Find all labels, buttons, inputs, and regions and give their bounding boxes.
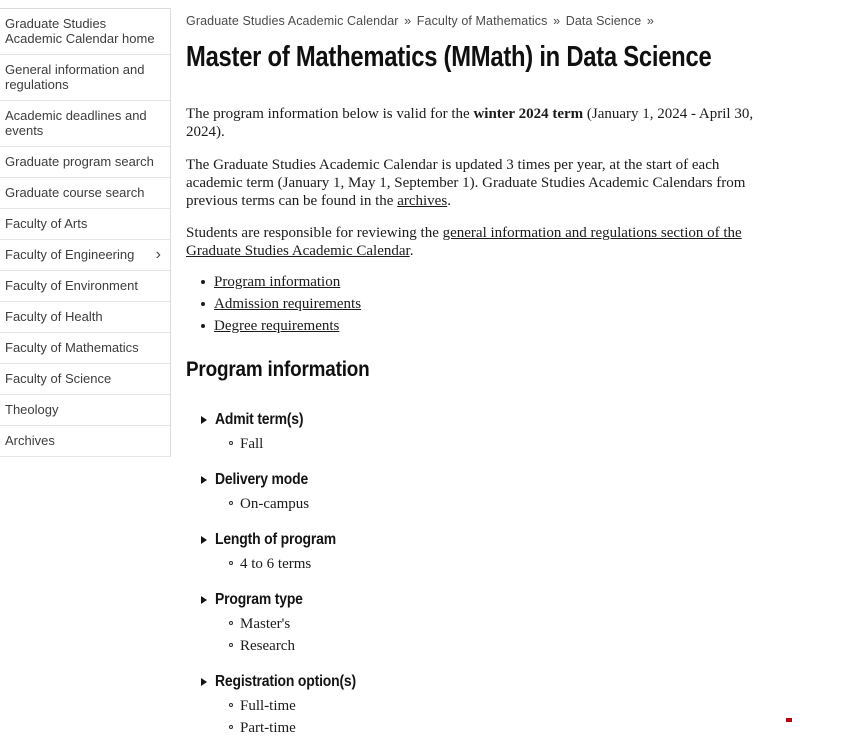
update-schedule-paragraph: The Graduate Studies Academic Calendar is updated 3 times per year, at the start of each academic term (January 1, May 1, September 1). Graduate Studies Academic Calendars from previous terms can be found in the archives. xyxy=(186,157,746,209)
validity-paragraph: The program information below is valid for the winter 2024 term (January 1, 2024 - April 30, 2024). xyxy=(186,106,754,140)
group-length-of-program xyxy=(201,529,827,573)
circle-bullet-icon xyxy=(229,725,233,729)
toc-item xyxy=(201,317,827,335)
group-delivery-mode xyxy=(201,469,827,513)
sidebar-item-label: Faculty of Mathematics xyxy=(5,340,139,355)
circle-bullet-icon xyxy=(229,561,233,565)
breadcrumb-separator: » xyxy=(553,14,561,28)
sidebar-item-academic-deadlines[interactable] xyxy=(0,101,170,147)
toc-link-degree-requirements[interactable]: Degree requirements xyxy=(214,318,340,334)
sidebar-item-label: Graduate program search xyxy=(5,154,154,169)
sidebar-item-faculty-arts[interactable] xyxy=(0,209,170,240)
toc-link-admission-requirements[interactable]: Admission requirements xyxy=(214,296,362,312)
footer-accent-mark xyxy=(786,718,792,722)
bullet-icon xyxy=(201,324,205,328)
archives-link[interactable]: archives xyxy=(397,193,448,209)
group-label: Program type xyxy=(215,591,303,608)
group-admit-terms xyxy=(201,409,827,453)
breadcrumb-separator: » xyxy=(646,14,654,28)
toc-list xyxy=(186,273,827,335)
chevron-right-icon: › xyxy=(155,245,161,263)
triangle-bullet-icon xyxy=(201,596,207,604)
toc-link-program-information[interactable]: Program information xyxy=(214,274,341,290)
breadcrumb-separator: » xyxy=(404,14,412,28)
triangle-bullet-icon xyxy=(201,476,207,484)
sidebar-item-archives[interactable] xyxy=(0,426,170,457)
bullet-icon xyxy=(201,280,205,284)
admit-term-value: Fall xyxy=(229,435,827,453)
breadcrumb-link-data-science[interactable]: Data Science xyxy=(565,14,642,28)
sidebar-item-label: Theology xyxy=(5,402,59,417)
sidebar-item-label: Faculty of Environment xyxy=(5,278,138,293)
sidebar-item-label: Faculty of Arts xyxy=(5,216,88,231)
term-highlight: winter 2024 term xyxy=(473,106,584,122)
toc-item xyxy=(201,295,827,313)
group-label: Admit term(s) xyxy=(215,411,304,428)
responsibility-paragraph: Students are responsible for reviewing the general information and regulations section of the Graduate Studies Academic Calendar. xyxy=(186,225,742,259)
sidebar-item-label: Faculty of Health xyxy=(5,309,103,324)
sidebar-item-label: General information and regulations xyxy=(5,62,145,92)
sidebar-item-label: Archives xyxy=(5,433,55,448)
sidebar-item-faculty-environment[interactable] xyxy=(0,271,170,302)
program-information-list xyxy=(186,409,827,737)
sidebar-item-faculty-engineering[interactable] xyxy=(0,240,170,271)
group-program-type xyxy=(201,589,827,655)
breadcrumb-link-calendar[interactable]: Graduate Studies Academic Calendar xyxy=(186,14,399,28)
sidebar-item-label: Academic deadlines and events xyxy=(5,108,147,138)
sidebar-item-program-search[interactable] xyxy=(0,147,170,178)
triangle-bullet-icon xyxy=(201,416,207,424)
registration-option-value: Full-time xyxy=(229,697,827,715)
triangle-bullet-icon xyxy=(201,536,207,544)
group-label: Delivery mode xyxy=(215,471,309,488)
program-length-value: 4 to 6 terms xyxy=(229,555,827,573)
sidebar-item-faculty-mathematics[interactable] xyxy=(0,333,170,364)
bullet-icon xyxy=(201,302,205,306)
registration-option-value: Part-time xyxy=(229,719,827,737)
sidebar-item-label: Graduate Studies Academic Calendar home xyxy=(5,16,155,46)
sidebar-item-label: Faculty of Science xyxy=(5,371,112,386)
sidebar-item-course-search[interactable] xyxy=(0,178,170,209)
main-content xyxy=(171,0,855,753)
breadcrumb-link-faculty[interactable]: Faculty of Mathematics xyxy=(416,14,548,28)
sidebar-item-label: Faculty of Engineering xyxy=(5,247,135,262)
circle-bullet-icon xyxy=(229,501,233,505)
sidebar-item-theology[interactable] xyxy=(0,395,170,426)
page-title: Master of Mathematics (MMath) in Data Science xyxy=(186,41,712,73)
circle-bullet-icon xyxy=(229,643,233,647)
circle-bullet-icon xyxy=(229,621,233,625)
general-regulations-link[interactable]: general information and regulations section of the Graduate Studies Academic Calendar xyxy=(186,225,742,259)
sidebar xyxy=(0,8,171,457)
sidebar-item-label: Graduate course search xyxy=(5,185,145,200)
circle-bullet-icon xyxy=(229,441,233,445)
sidebar-item-home[interactable] xyxy=(0,9,170,55)
triangle-bullet-icon xyxy=(201,678,207,686)
delivery-mode-value: On-campus xyxy=(229,495,827,513)
circle-bullet-icon xyxy=(229,703,233,707)
program-type-value: Research xyxy=(229,637,827,655)
group-label: Length of program xyxy=(215,531,336,548)
sidebar-item-general-information[interactable] xyxy=(0,55,170,101)
section-heading: Program information xyxy=(186,358,370,381)
toc-item xyxy=(201,273,827,291)
sidebar-item-faculty-health[interactable] xyxy=(0,302,170,333)
sidebar-item-faculty-science[interactable] xyxy=(0,364,170,395)
group-registration-options xyxy=(201,671,827,737)
program-type-value: Master's xyxy=(229,615,827,633)
breadcrumb xyxy=(186,14,827,28)
group-label: Registration option(s) xyxy=(215,673,356,690)
